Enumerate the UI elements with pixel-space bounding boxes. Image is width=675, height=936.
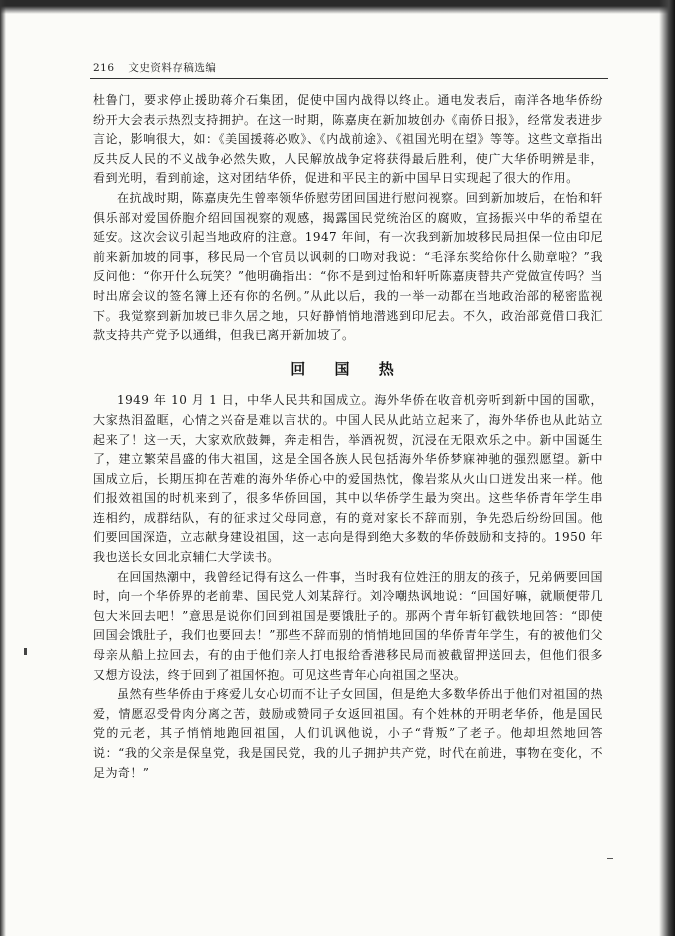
page-body xyxy=(93,91,603,783)
section-title: 回 国 热 xyxy=(290,359,406,378)
header-rule xyxy=(90,78,608,79)
scan-shadow-top xyxy=(0,0,675,14)
page-number: 216 xyxy=(93,62,115,74)
scan-shadow-left xyxy=(0,0,6,936)
scan-shadow-right xyxy=(659,0,675,936)
paragraph: 在回国热潮中，我曾经记得有这么一件事，当时我有位姓汪的朋友的孩子，兄弟俩要回国时，向一个华侨界的老前辈、国民党人刘某辞行。刘冷嘲热讽地说：“回国好嘛，就顺便带几包大米回去吧！”意思是说你们回到祖国是要饿肚子的。那两个青年斩钉截铁地回答：“即使回国会饿肚子，我们也要回去！”那些不辞而别的悄悄地回国的华侨青年学生，有的被他们父母亲从船上拉回去，有的由于他们亲人打电报给香港移民局而被截留押送回去，但他们很多又想方设法，终于回到了祖国怀抱。可见这些青年心向祖国之坚决。 xyxy=(93,569,603,682)
paragraph: 虽然有些华侨由于疼爱儿女心切而不让子女回国，但是绝大多数华侨出于他们对祖国的热爱，情愿忍受骨肉分离之苦，鼓励或赞同子女返回祖国。有个姓林的开明老华侨，他是国民党的元老，其子悄悄地跑回祖国，人们讥讽他说，小子“背叛”了老子。他却坦然地回答说：“我的父亲是保皇党，我是国民党，我的儿子拥护共产党，时代在前进，事物在变化，不足为奇！” xyxy=(93,687,603,780)
running-header xyxy=(93,60,593,75)
scan-speck xyxy=(24,648,27,655)
book-title: 文史资料存稿选编 xyxy=(128,62,217,74)
paragraph-continued: 杜鲁门，要求停止援助蒋介石集团，促使中国内战得以终止。通电发表后，南洋各地华侨纷纷开大会表示热烈支持拥护。在这一时期，陈嘉庚在新加坡创办《南侨日报》，经常发表进步言论，影响很大，如：《美国援蒋必败》、《内战前途》、《祖国光明在望》等等。这些文章指出反共反人民的不义战争必然失败，人民解放战争定将获得最后胜利，使广大华侨明辨是非，看到光明，看到前途，这对团结华侨，促进和平民主的新中国早日实现起了很大的作用。 xyxy=(93,93,603,186)
paragraph: 1949 年 10 月 1 日，中华人民共和国成立。海外华侨在收音机旁听到新中国的国歌，大家热泪盈眶，心情之兴奋是难以言状的。中国人民从此站立起来了，海外华侨也从此站立起来了！这一天，大家欢欣鼓舞，奔走相告，举酒祝贺，沉浸在无限欢乐之中。新中国诞生了，建立繁荣昌盛的伟大祖国，这是全国各族人民包括海外华侨梦寐神驰的强烈愿望。新中国成立后，长期压抑在苦难的海外华侨心中的爱国热忱，像岩浆从火山口迸发出来一样。他们报效祖国的时机来到了，很多华侨回国，其中以华侨学生最为突出。这些华侨青年学生串连相约，成群结队，有的征求过父母同意，有的竟对家长不辞而别，争先恐后纷纷回国。他们要回国深造，立志献身建设祖国，这一志向是得到绝大多数的华侨鼓励和支持的。1950 年我也送长女回北京辅仁大学读书。 xyxy=(93,393,603,565)
scan-speck xyxy=(607,858,613,859)
paragraph: 在抗战时期，陈嘉庚先生曾率领华侨慰劳团回国进行慰问视察。回到新加坡后，在怡和轩俱乐部对爱国侨胞介绍回国视察的观感，揭露国民党统治区的腐败，宣扬振兴中华的希望在延安。这次会议引起当地政府的注意。1947 年间，有一次我到新加坡移民局担保一位由印尼前来新加坡的同事，移民局一个官员以讽刺的口吻对我说：“毛泽东奖给你什么勋章啦？”我反问他：“你开什么玩笑？”他明确指出：“你不是到过怡和轩听陈嘉庚替共产党做宣传吗？当时出席会议的签名簿上还有你的名例。”从此以后，我的一举一动都在当地政治部的秘密监视下。我觉察到新加坡已非久居之地，只好静悄悄地潜逃到印尼去。不久，政治部竟借口我汇款支持共产党予以通缉，但我已离开新加坡了。 xyxy=(93,190,603,343)
